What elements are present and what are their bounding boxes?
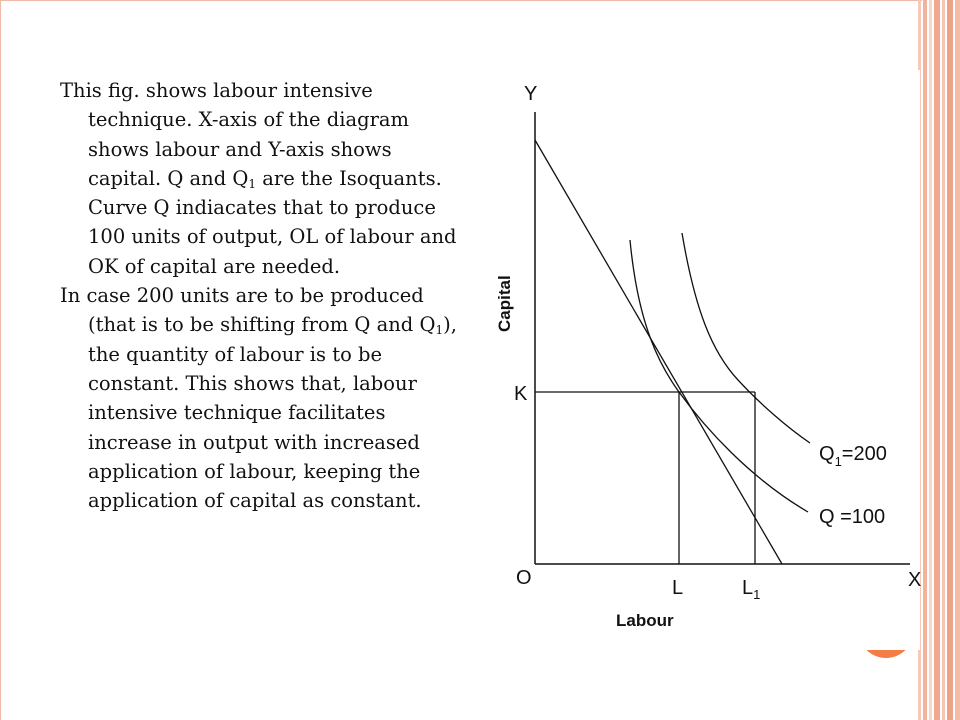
capital-k-label: K	[514, 383, 528, 405]
isocost-line	[535, 140, 782, 564]
y-axis-title: Capital	[495, 275, 514, 332]
isoquant-curve-q	[630, 240, 808, 512]
x-axis-title: Labour	[616, 611, 674, 630]
slide-body-text	[60, 76, 460, 515]
isoquant-q1-label: $Q_1=200$	[819, 443, 887, 469]
isoquant-diagram	[490, 70, 920, 650]
slide-frame-left	[0, 0, 1, 720]
origin-label: O	[516, 567, 532, 589]
x-axis-letter: X	[908, 569, 922, 591]
isoquant-curve-q1	[682, 233, 810, 443]
slide-frame-top	[0, 0, 922, 1]
y-axis-letter: Y	[524, 83, 538, 105]
isoquant-q-label: Q =100	[819, 506, 886, 528]
labour-l1-label: $L_1$	[742, 577, 761, 602]
labour-l-label: L	[672, 577, 684, 599]
paragraph-labour-intensive-explanation: In case 200 units are to be produced (that is to be shifting from Q and $Q_1$), the quantity of labour is to be constant. This shows that, labour intensive technique facilitates increase in output with increased application of labour, keeping the application of capital as constant.	[60, 284, 457, 513]
isoquant-diagram-svg	[490, 70, 920, 650]
decorative-side-stripes	[918, 0, 960, 720]
paragraph-isoquant-description: This fig. shows labour intensive technique. X-axis of the diagram shows labour and Y-axis shows capital. Q and $Q_1$ are the Isoquants. Curve Q indiacates that to produce 100 units of output, OL of labour and OK of capital are needed.	[60, 79, 457, 278]
